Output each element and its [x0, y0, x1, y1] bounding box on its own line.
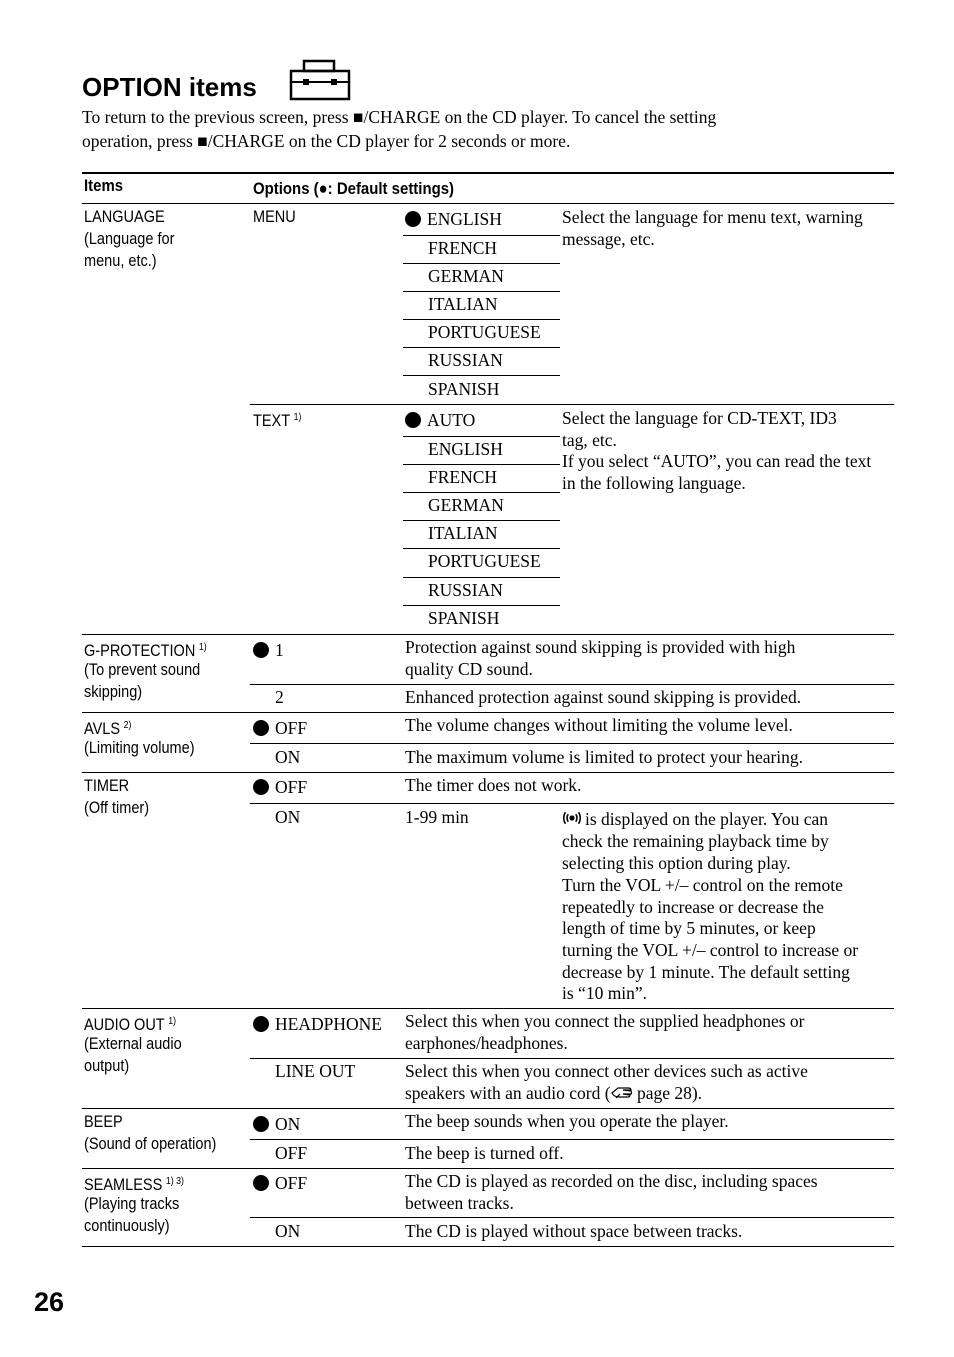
timer-desc-line-8: decrease by 1 minute. The default setting [562, 962, 850, 982]
item-g-protection: G-PROTECTION $^{1)}$ [84, 642, 207, 660]
menu-desc-1: Select the language for menu text, warning [562, 207, 863, 227]
header-items: Items [84, 176, 124, 195]
default-dot-icon [253, 779, 269, 795]
menu-option-russian: RUSSIAN [428, 350, 503, 370]
default-dot-icon [253, 642, 269, 658]
page-number: 26 [34, 1287, 65, 1317]
timer-desc-off: The timer does not work. [405, 775, 582, 795]
reference-hand-icon [611, 1086, 633, 1100]
text-desc-2: tag, etc. [562, 430, 617, 450]
seamless-desc-1b: between tracks. [405, 1193, 514, 1213]
audio-desc-1b: earphones/headphones. [405, 1033, 568, 1053]
audio-option-headphone: HEADPHONE [253, 1013, 382, 1035]
gprot-desc-2: Enhanced protection against sound skipping is provided. [405, 687, 802, 707]
timer-sub-option: 1-99 min [405, 807, 469, 827]
text-option-spanish: SPANISH [428, 608, 500, 628]
option-text: TEXT $^{1)}$ [253, 412, 302, 430]
gprot-option-2: 2 [275, 687, 284, 707]
menu-option-spanish: SPANISH [428, 379, 500, 399]
text-desc-1: Select the language for CD-TEXT, ID3 [562, 408, 837, 428]
timer-desc-line-5: repeatedly to increase or decrease the [562, 897, 824, 917]
seamless-option-off: OFF [253, 1172, 307, 1194]
timer-desc-line-4: Turn the VOL +/– control on the remote [562, 875, 843, 895]
audio-option-line-out: LINE OUT [275, 1061, 356, 1081]
toolbox-icon [289, 59, 351, 101]
default-dot-icon [253, 1175, 269, 1191]
avls-desc-on: The maximum volume is limited to protect your hearing. [405, 747, 804, 767]
text-option-italian: ITALIAN [428, 523, 498, 543]
item-audio-out: AUDIO OUT $^{1)}$ [84, 1016, 177, 1034]
item-beep-desc: (Sound of operation) [84, 1135, 217, 1153]
text-option-french: FRENCH [428, 467, 498, 487]
text-desc-4: in the following language. [562, 473, 746, 493]
item-seamless: SEAMLESS $^{1) 3)}$ [84, 1176, 184, 1194]
item-beep: BEEP [84, 1113, 123, 1131]
item-timer: TIMER [84, 777, 130, 795]
timer-desc-line-6: length of time by 5 minutes, or keep [562, 918, 816, 938]
menu-option-italian: ITALIAN [428, 294, 498, 314]
item-language-desc-1: (Language for [84, 230, 175, 248]
timer-desc-line-9: is “10 min”. [562, 983, 648, 1003]
gprot-option-1: 1 [253, 639, 284, 661]
text-option-english: ENGLISH [428, 439, 503, 459]
item-avls-desc: (Limiting volume) [84, 739, 195, 757]
item-audio-out-desc-1: (External audio [84, 1035, 182, 1053]
timer-desc-line-7: turning the VOL +/– control to increase or [562, 940, 859, 960]
seamless-desc-1a: The CD is played as recorded on the disc, including spaces [405, 1171, 818, 1191]
gprot-desc-1a: Protection against sound skipping is provided with high [405, 637, 796, 657]
avls-desc-off: The volume changes without limiting the volume level. [405, 715, 793, 735]
seamless-desc-on: The CD is played without space between tracks. [405, 1221, 743, 1241]
audio-desc-2a: Select this when you connect other devices such as active [405, 1061, 808, 1081]
timer-desc-line-3: selecting this option during play. [562, 853, 791, 873]
intro-line-2: operation, press ■/CHARGE on the CD player for 2 seconds or more. [82, 131, 571, 151]
seamless-option-on: ON [275, 1221, 301, 1241]
gprot-desc-1b: quality CD sound. [405, 659, 533, 679]
beep-desc-off: The beep is turned off. [405, 1143, 564, 1163]
audio-desc-1a: Select this when you connect the supplied headphones or [405, 1011, 805, 1031]
item-audio-out-desc-2: output) [84, 1057, 130, 1075]
default-dot-icon [253, 1116, 269, 1132]
default-dot-icon [405, 412, 421, 428]
timer-indicator-icon [562, 811, 582, 825]
timer-desc-line-1: is displayed on the player. You can [562, 808, 828, 830]
item-avls: AVLS $^{2)}$ [84, 720, 132, 738]
header-options: Options (●: Default settings) [253, 179, 455, 198]
text-option-german: GERMAN [428, 495, 504, 515]
menu-option-portuguese: PORTUGUESE [428, 322, 541, 342]
item-timer-desc: (Off timer) [84, 799, 150, 817]
item-g-protection-desc-2: skipping) [84, 683, 143, 701]
beep-option-off: OFF [275, 1143, 308, 1163]
text-option-portuguese: PORTUGUESE [428, 551, 541, 571]
menu-desc-2: message, etc. [562, 229, 655, 249]
intro-line-1: To return to the previous screen, press ■/CHARGE on the CD player. To cancel the setting [82, 107, 717, 127]
item-language-desc-2: menu, etc.) [84, 252, 157, 270]
page-title: OPTION items [82, 72, 257, 102]
text-option-russian: RUSSIAN [428, 580, 503, 600]
beep-option-on: ON [253, 1113, 300, 1135]
beep-desc-on: The beep sounds when you operate the player. [405, 1111, 729, 1131]
default-dot-icon [253, 1016, 269, 1032]
item-seamless-desc-1: (Playing tracks [84, 1195, 180, 1213]
timer-option-on: ON [275, 807, 301, 827]
item-language: LANGUAGE [84, 208, 165, 226]
menu-option-german: GERMAN [428, 266, 504, 286]
timer-option-off: OFF [253, 776, 307, 798]
item-seamless-desc-2: continuously) [84, 1217, 170, 1235]
avls-option-on: ON [275, 747, 301, 767]
text-desc-3: If you select “AUTO”, you can read the text [562, 451, 872, 471]
text-option-auto: AUTO [405, 409, 475, 431]
audio-desc-2b: speakers with an audio cord ( page 28). [405, 1083, 703, 1103]
menu-option-french: FRENCH [428, 238, 498, 258]
option-menu: MENU [253, 208, 296, 226]
timer-desc-line-2: check the remaining playback time by [562, 831, 829, 851]
avls-option-off: OFF [253, 717, 307, 739]
item-g-protection-desc-1: (To prevent sound [84, 661, 201, 679]
menu-option-english: ENGLISH [405, 208, 502, 230]
default-dot-icon [405, 211, 421, 227]
default-dot-icon [253, 720, 269, 736]
